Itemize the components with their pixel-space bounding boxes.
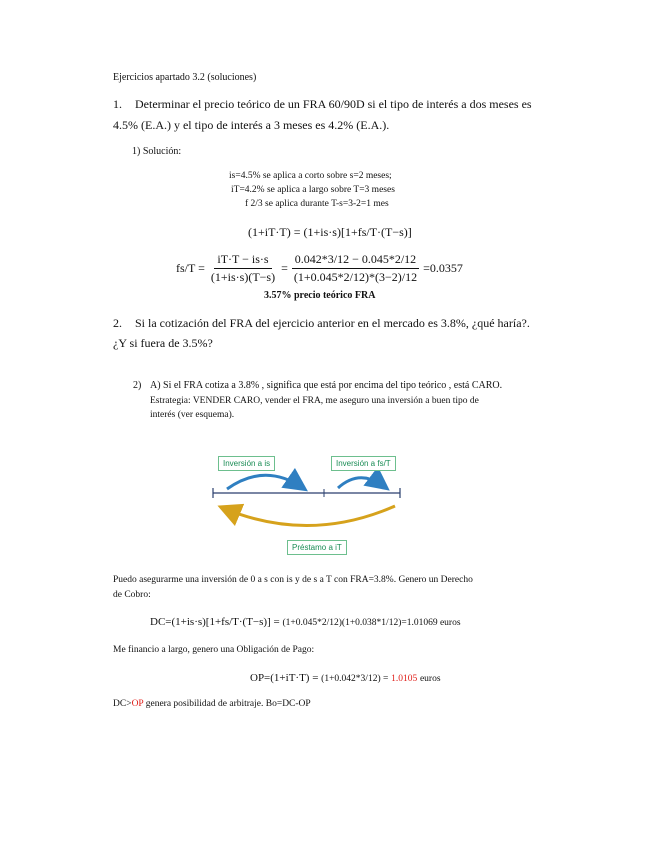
op-mid: (1+0.042*3/12) = — [321, 674, 389, 684]
question-2-line2: ¿Y si fuera de 3.5%? — [113, 336, 213, 350]
page-heading: Ejercicios apartado 3.2 (soluciones) — [113, 72, 257, 83]
dc-rhs: (1+0.045*2/12)(1+0.038*1/12)=1.01069 euros — [282, 618, 461, 628]
definition-f: f 2/3 se aplica durante T-s=3-2=1 mes — [245, 199, 389, 209]
conclusion — [113, 699, 311, 709]
fra-numeric-numerator: 0.042*3/12 − 0.045*2/12 — [292, 252, 419, 269]
investment-short-arrow — [227, 475, 303, 489]
paragraph-1-line2: de Cobro: — [113, 590, 151, 600]
op-value: 1.0105 — [391, 674, 418, 684]
loan-arrow — [223, 506, 395, 526]
op-lhs: OP=(1+iT·T) = — [250, 672, 319, 684]
equation-parity: (1+iT·T) = (1+is·s)[1+fs/T·(T−s)] — [248, 225, 412, 239]
conclusion-op: OP — [131, 699, 144, 709]
fra-symbolic-fraction — [208, 252, 278, 285]
fra-symbolic-numerator: iT·T − is·s — [214, 252, 271, 269]
solution-2-line3: interés (ver esquema). — [150, 410, 235, 420]
conclusion-dc: DC> — [113, 699, 132, 709]
equation-dc — [150, 616, 461, 628]
question-1-number: 1. — [113, 97, 122, 111]
fra-symbolic-denominator: (1+is·s)(T−s) — [210, 270, 276, 284]
fra-numeric-fraction — [291, 252, 420, 285]
equation-fra — [176, 252, 463, 285]
paragraph-2: Me financio a largo, genero una Obligación de Pago: — [113, 645, 315, 655]
paragraph-1-line1: Puedo asegurarme una inversión de 0 a s con is y de s a T con FRA=3.8%. Genero un Derecho — [113, 575, 473, 585]
definition-is: is=4.5% se aplica a corto sobre s=2 meses; — [229, 171, 392, 181]
question-2-number: 2. — [113, 316, 122, 330]
question-2-line1: Si la cotización del FRA del ejercicio anterior en el mercado es 3.8%, ¿qué haría?. — [135, 316, 530, 330]
box-loan: Préstamo a iT — [287, 540, 347, 555]
fra-lhs: fs/T = — [176, 261, 205, 275]
dc-lhs: DC=(1+is·s)[1+fs/T·(T−s)] = — [150, 616, 280, 628]
question-1-line1: Determinar el precio teórico de un FRA 60/90D si el tipo de interés a dos meses es — [135, 97, 532, 111]
solution-2-line2: Estrategia: VENDER CARO, vender el FRA, me aseguro una inversión a buen tipo de — [150, 396, 479, 406]
fra-result: =0.0357 — [423, 261, 463, 275]
solution-2-line1: A) Si el FRA cotiza a 3.8% , significa que está por encima del tipo teórico , está CARO. — [150, 380, 503, 391]
solution-1-result: 3.57% precio teórico FRA — [264, 290, 376, 301]
fra-numeric-denominator: (1+0.045*2/12)*(3−2)/12 — [293, 270, 418, 284]
op-unit: euros — [419, 674, 441, 684]
question-1-line2: 4.5% (E.A.) y el tipo de interés a 3 meses es 4.2% (E.A.). — [113, 118, 390, 132]
investment-fra-arrow — [338, 478, 385, 488]
solution-2-number: 2) — [133, 380, 142, 391]
equation-op — [250, 672, 441, 684]
box-investment-short: Inversión a is — [218, 456, 275, 471]
equals-sign: = — [281, 261, 288, 275]
definition-iT: iT=4.2% se aplica a largo sobre T=3 meses — [231, 185, 395, 195]
conclusion-rest: genera posibilidad de arbitraje. Bo=DC-OP — [145, 699, 311, 709]
solution-1-label: 1) Solución: — [132, 146, 182, 157]
box-investment-fra: Inversión a fs/T — [331, 456, 396, 471]
